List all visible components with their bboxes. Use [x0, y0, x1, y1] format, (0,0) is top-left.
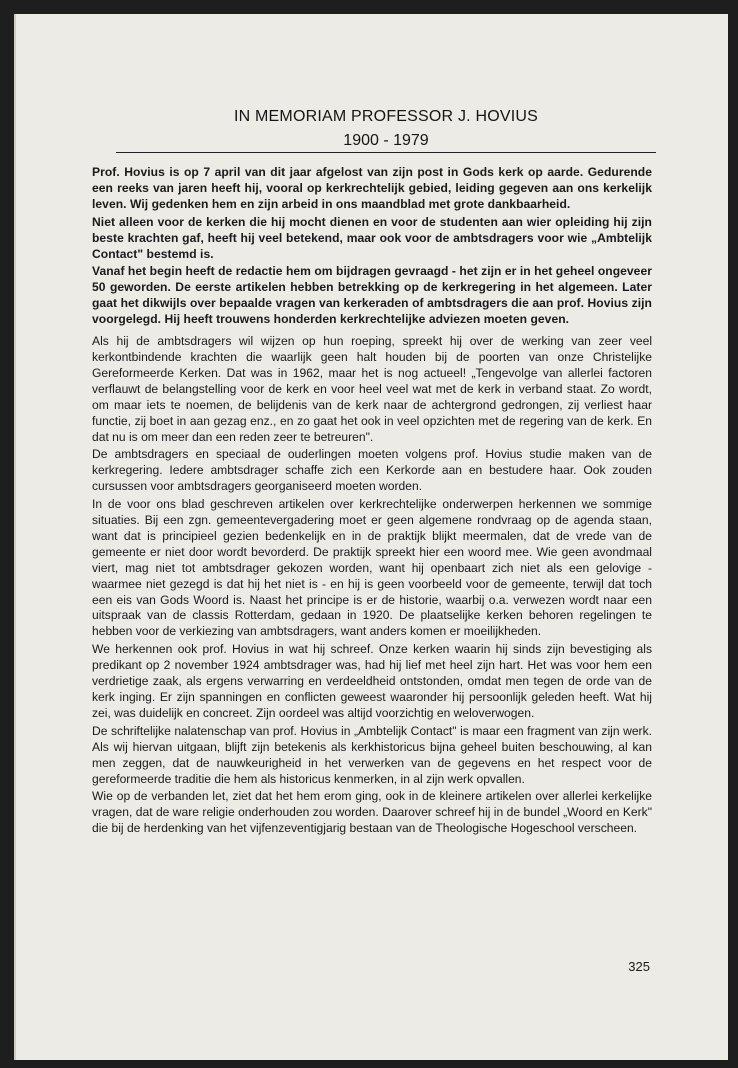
paragraph-2: Niet alleen voor de kerken die hij mocht dienen en voor de studenten aan wier opleiding hij zijn beste krachten gaf, heeft hij veel betekend, maar ook voor de ambtsdragers voor wie „Ambtelijk Contact" bestemd is. — [92, 214, 652, 261]
paragraph-1: Prof. Hovius is op 7 april van dit jaar afgelost van zijn post in Gods kerk op aarde. Gedurende een reeks van jaren heeft hij, vooral op kerkrechtelijk gebied, leiding gegeven aan ons kerkelijk leven. Wij gedenken hem en zijn arbeid in ons maandblad met grote dankbaarheid. — [92, 165, 652, 211]
article-title: IN MEMORIAM PROFESSOR J. HOVIUS — [233, 108, 538, 125]
article-heading — [116, 107, 656, 153]
article-years: 1900 - 1979 — [343, 132, 429, 149]
paragraph-7: We herkennen ook prof. Hovius in wat hij schreef. Onze kerken waarin hij sinds zijn bevestiging als predikant op 2 november 1924 ambtsdrager was, had hij lief met heel zijn hart. Het was voor hem een verdrietige zaak, als ergens verwarring en verdeeldheid ontstonden, omdat men tegen de orde van de kerk inging. Er zijn spanningen en conflicten geweest waaronder hij persoonlijk geleden heeft. Wat hij zei, was duidelijk en concreet. Zijn oordeel was altijd voorzichtig en weloverwogen. — [92, 642, 652, 720]
paragraph-6: In de voor ons blad geschreven artikelen over kerkrechtelijke onderwerpen herkennen we sommige situaties. Bij een zgn. gemeentevergadering moet er geen algemene rondvraag op de agenda staan, want dat is principieel gezien bedenkelijk en in de praktijk blijkt meermalen, dat de vrede van de gemeente er niet door wordt bevorderd. De praktijk spreekt hier een woord mee. Wie geen avondmaal viert, mag niet tot ambtsdrager gekozen worden, want hij openbaart zich niet als een gelovige - waarmee niet gezegd is dat hij het niet is - en hij is geen voorbeeld voor de gemeente, terwijl dat toch een eis van Gods Woord is. Naast het principe is er de historie, waarbij o.a. verwezen wordt naar een uitspraak van de classis Rotterdam, gedaan in 1920. De plaatselijke kerken behoren regelingen te hebben voor de verkiezing van ambtsdragers, want anders komen er moeilijkheden. — [92, 497, 652, 639]
paragraph-3: Vanaf het begin heeft de redactie hem om bijdragen gevraagd - het zijn er in het geheel ongeveer 50 geworden. De eerste artikelen hebben betrekking op de kerkregering in het algemeen. Later gaat het dikwijls over bepaalde vragen van kerkeraden of ambtsdragers die aan prof. Hovius zijn voorgelegd. Hij heeft trouwens honderden kerkrechtelijke adviezen moeten geven. — [92, 264, 652, 327]
document-page — [14, 14, 728, 1060]
paragraph-4: Als hij de ambtsdragers wil wijzen op hun roeping, spreekt hij over de werking van zeer veel kerkontbindende krachten die waarlijk geen halt houden bij de poorten van onze Christelijke Gereformeerde Kerken. Dat was in 1962, maar het is nog actueel! „Tengevolge van allerlei factoren verflauwt de belangstelling voor de kerk en voor heel veel wat met de kerk in verband staat. Zo wordt, om maar iets te noemen, de belijdenis van de kerk naar de achtergrond gedrongen, zij verliest haar functie, zij boet in aan gezag enz., en zo gaat het ook in veel opzichten met de regering van de kerk. En dat nu is om meer dan een reden zeer te betreuren". — [92, 334, 652, 444]
article-body — [92, 165, 652, 839]
paragraph-9: Wie op de verbanden let, ziet dat het hem erom ging, ook in de kleinere artikelen over allerlei kerkelijke vragen, dat de ware religie onderhouden zou worden. Daarover schreef hij in de bundel „Woord en Kerk" die bij de herdenking van het vijfenzeventigjarig bestaan van de Theologische Hogeschool verscheen. — [92, 789, 652, 836]
paragraph-5: De ambtsdragers en speciaal de ouderlingen moeten volgens prof. Hovius studie maken van de kerkregering. Iedere ambtsdrager schaffe zich een Kerkorde aan en bestudere haar. Ook zouden cursussen voor ambtsdragers georganiseerd moeten worden. — [92, 447, 652, 494]
paragraph-8: De schriftelijke nalatenschap van prof. Hovius in „Ambtelijk Contact" is maar een fragment van zijn werk. Als wij hiervan uitgaan, blijft zijn betekenis als kerkhistoricus bijna geheel buiten beschouwing, al kan men zeggen, dat de nauwkeurigheid in het verwerken van de gegevens en het respect voor de gereformeerde traditie die hem als historicus kenmerken, in al zijn werk opvallen. — [92, 723, 652, 786]
page-number: 325 — [628, 959, 650, 974]
heading-underline — [116, 152, 656, 153]
